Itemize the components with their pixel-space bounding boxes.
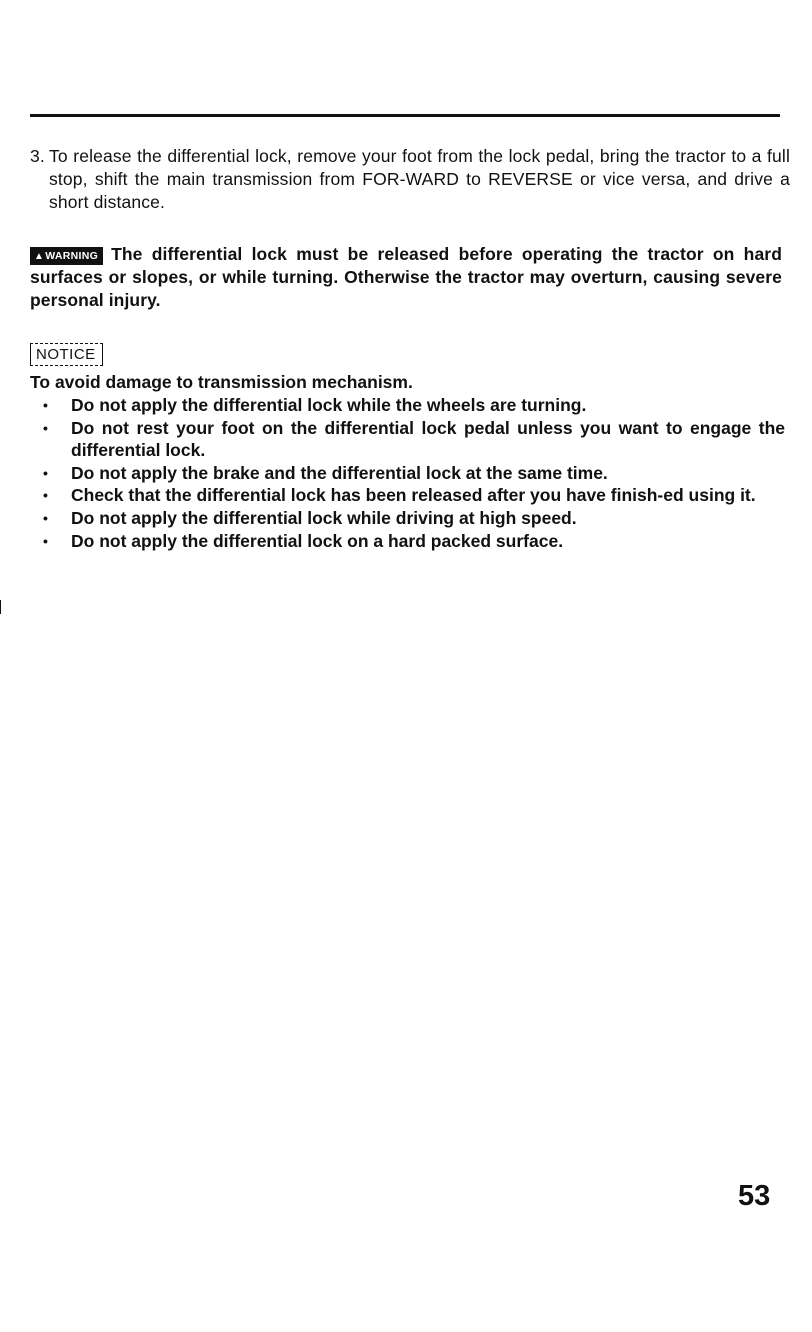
- bullet-icon: •: [43, 397, 48, 413]
- list-item-text: Do not apply the brake and the differential lock at the same time.: [71, 462, 608, 483]
- list-item: [30, 484, 785, 507]
- list-item: [30, 417, 785, 462]
- list-item-text: Do not apply the differential lock while driving at high speed.: [71, 507, 577, 528]
- list-item: [30, 507, 785, 530]
- bullet-icon: •: [43, 532, 48, 549]
- step-number: 3.: [30, 146, 45, 166]
- notice-intro: To avoid damage to transmission mechanism.: [30, 372, 413, 392]
- notice-label: NOTICE: [30, 343, 103, 366]
- step-3: [30, 145, 790, 214]
- list-item-text: Do not apply the differential lock on a hard packed surface.: [71, 530, 564, 551]
- header-rule: [30, 114, 780, 117]
- margin-mark: [0, 600, 1, 614]
- step-text: To release the differential lock, remove your foot from the lock pedal, bring the tractor to a full stop, shift the main transmission from FOR-WARD to REVERSE or vice versa, and drive a short distance.: [49, 146, 790, 212]
- page-number: 53: [738, 1180, 771, 1212]
- warning-block: [30, 243, 782, 312]
- list-item-text: Do not apply the differential lock while the wheels are turning.: [71, 395, 587, 415]
- list-item-text: Check that the differential lock has been released after you have finish-ed using it.: [71, 485, 756, 506]
- notice-list: [30, 394, 785, 552]
- list-item-text: Do not rest your foot on the differential lock pedal unless you want to engage the differential lock.: [71, 417, 785, 461]
- bullet-icon: •: [43, 419, 48, 436]
- warning-badge: [30, 247, 103, 265]
- bullet-icon: •: [43, 464, 48, 481]
- bullet-icon: •: [43, 509, 48, 526]
- warning-badge-label: WARNING: [45, 250, 99, 262]
- list-item: [30, 394, 785, 417]
- bullet-icon: •: [43, 487, 48, 504]
- list-item: [30, 530, 785, 553]
- warning-triangle-icon: ▲: [34, 251, 45, 262]
- warning-text: The differential lock must be released before operating the tractor on hard surfaces or slopes, or while turning. Otherwise the tractor may overturn, causing severe personal injury.: [30, 244, 782, 310]
- list-item: [30, 462, 785, 485]
